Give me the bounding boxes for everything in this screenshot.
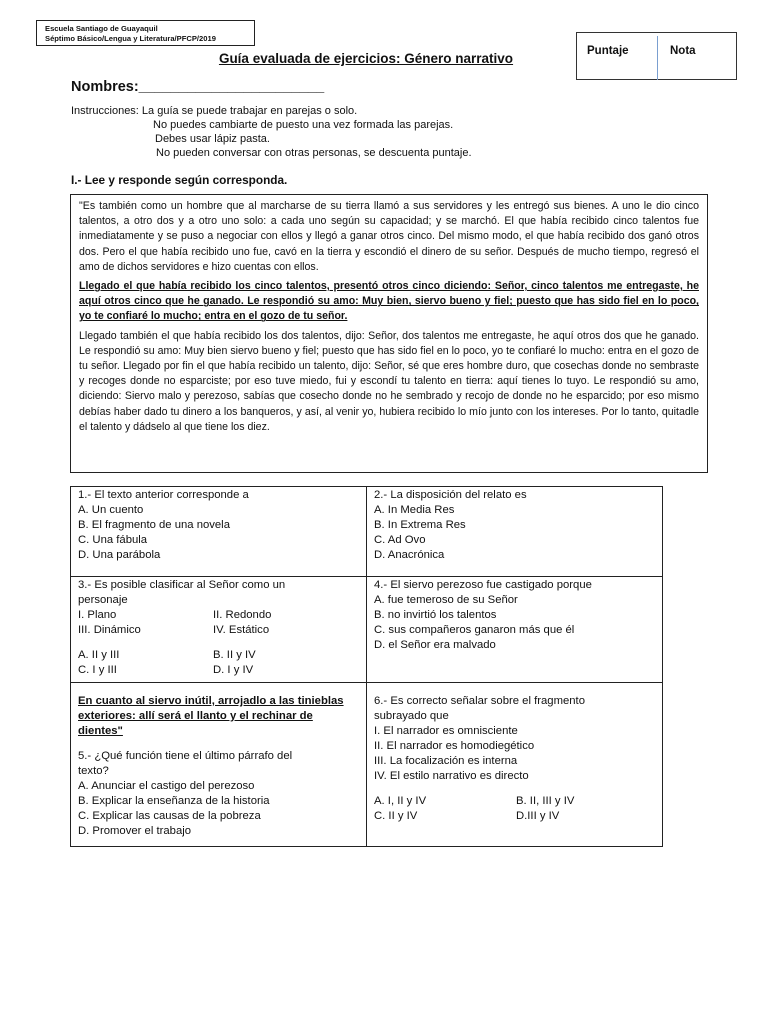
passage-paragraph-underlined: Llegado el que había recibido los cinco talentos, presentó otros cinco diciendo: Señor, cinco talentos me entregaste, he aquí otros cinco que he ganado. Le respondió su amo: Muy bien, siervo bueno y fiel; puesto que has sido fiel en lo poco, yo te confiaré lo mucho; entra en el gozo de tu señor. [79, 280, 699, 323]
question-stem: subrayado que [374, 710, 449, 722]
grade-label: Nota [670, 45, 696, 57]
course-info: Séptimo Básico/Lengua y Literatura/PFCP/2019 [45, 34, 216, 43]
question-6 [367, 683, 663, 847]
statement-row [78, 608, 360, 623]
option-row [78, 663, 360, 678]
option[interactable]: A. I, II y IV [374, 795, 427, 807]
page-title: Guía evaluada de ejercicios: Género narrativo [218, 51, 514, 66]
question-stem: 2.- La disposición del relato es [374, 489, 527, 501]
statement-row [78, 623, 360, 638]
option[interactable]: A. Un cuento [78, 504, 144, 516]
section-title: I.- Lee y responde según corresponda. [71, 173, 288, 187]
question-stem: texto? [78, 765, 109, 777]
spacer [78, 638, 360, 648]
question-2 [367, 487, 663, 577]
instruction-line: No pueden conversar con otras personas, se descuenta puntaje. [156, 147, 472, 159]
question-4 [367, 577, 663, 683]
option[interactable]: A. In Media Res [374, 504, 455, 516]
option[interactable]: C. II y IV [374, 810, 418, 822]
statement: III. La focalización es interna [374, 755, 518, 767]
question-stem: 3.- Es posible clasificar al Señor como un [78, 579, 286, 591]
statement: I. Plano [78, 609, 117, 621]
option[interactable]: C. Explicar las causas de la pobreza [78, 810, 261, 822]
option[interactable]: B. no invirtió los talentos [374, 609, 497, 621]
question-5 [71, 683, 367, 847]
option[interactable]: C. Una fábula [78, 534, 148, 546]
option[interactable]: C. sus compañeros ganaron más que él [374, 624, 575, 636]
option[interactable]: A. Anunciar el castigo del perezoso [78, 780, 255, 792]
option[interactable]: B. Explicar la enseñanza de la historia [78, 795, 270, 807]
option[interactable]: B. El fragmento de una novela [78, 519, 230, 531]
instructions [71, 104, 472, 160]
question-3 [71, 577, 367, 683]
question-stem: 5.- ¿Qué función tiene el último párrafo del [78, 750, 293, 762]
option[interactable]: D. Anacrónica [374, 549, 445, 561]
option[interactable]: D. el Señor era malvado [374, 639, 496, 651]
spacer [374, 784, 656, 794]
question-stem: 4.- El siervo perezoso fue castigado porque [374, 579, 592, 591]
option[interactable]: B. II y IV [213, 649, 256, 661]
question-stem: 6.- Es correcto señalar sobre el fragmento [374, 695, 585, 707]
passage-paragraph: "Es también como un hombre que al marcharse de su tierra llamó a sus servidores y les entregó sus bienes. A uno le dio cinco talentos, a otro dos y a otro uno solo: a cada uno según su capacidad; y se marchó. El que había recibido cinco talentos fue inmediatamente y se puso a negociar con ellos y llegó a ganar otros cinco. Del mismo modo, el que había recibido dos ganó otros dos. Pero el que había recibido uno fue, cavó en la tierra y escondió el dinero de su señor. Después de mucho tiempo, regresó el amo de dichos servidores e hizo cuentas con ellos. [79, 200, 699, 273]
option-row [374, 809, 656, 824]
spacer [78, 739, 360, 749]
school-info-box [36, 20, 255, 46]
statement: III. Dinámico [78, 624, 141, 636]
question-stem: personaje [78, 594, 128, 606]
reading-passage [70, 194, 708, 473]
option[interactable]: D.III y IV [516, 810, 560, 822]
option-row [78, 648, 360, 663]
statement: IV. El estilo narrativo es directo [374, 770, 529, 782]
option-row [374, 794, 656, 809]
statement: I. El narrador es omnisciente [374, 725, 518, 737]
option[interactable]: C. I y III [78, 664, 117, 676]
quoted-fragment: En cuanto al siervo inútil, arrojadlo a las tinieblas exteriores: allí será el llanto y el rechinar de dientes" [78, 695, 344, 737]
option[interactable]: B. In Extrema Res [374, 519, 466, 531]
passage-paragraph: Llegado también el que había recibido los dos talentos, dijo: Señor, dos talentos me entregaste, he aquí otros dos que he ganado. Le respondió su amo: Muy bien siervo bueno y fiel; puesto que has sido fiel en lo poco, yo te confiaré lo mucho: entra en el gozo de tu señor. Llegado por fin el que había recibido un talento, dijo: Señor, sé que eres hombre duro, que cosechas donde no sembraste y recoges donde no esparciste; por eso tuve miedo, fui y escondí tu talento en tierra: aquí tienes lo tuyo. Le respondió su amo, diciendo: Siervo malo y perezoso, sabías que cosecho donde no he sembrado y recojo de donde no he esparcido; por eso mismo debías haber dado tu dinero a los banqueros, y así, al venir yo, hubiera recibido lo mío junto con los intereses. Por lo tanto, quitadle el talento y dádselo al que tiene los diez. [79, 329, 699, 433]
statement: II. Redondo [213, 609, 272, 621]
statement: IV. Estático [213, 624, 270, 636]
score-label: Puntaje [587, 45, 629, 57]
spacer [374, 684, 656, 694]
names-field[interactable]: Nombres:_______________________ [71, 79, 325, 95]
question-stem: 1.- El texto anterior corresponde a [78, 489, 249, 501]
instruction-line: No puedes cambiarte de puesto una vez formada las parejas. [153, 119, 454, 131]
questions-table [70, 486, 663, 847]
option[interactable]: A. fue temeroso de su Señor [374, 594, 518, 606]
statement: II. El narrador es homodiegético [374, 740, 535, 752]
option[interactable]: D. Una parábola [78, 549, 161, 561]
option[interactable]: A. II y III [78, 649, 120, 661]
question-1 [71, 487, 367, 577]
option[interactable]: D. I y IV [213, 664, 254, 676]
option[interactable]: B. II, III y IV [516, 795, 575, 807]
instruction-line: Instrucciones: La guía se puede trabajar en parejas o solo. [71, 105, 358, 117]
instruction-line: Debes usar lápiz pasta. [155, 133, 270, 145]
school-name: Escuela Santiago de Guayaquil [45, 24, 158, 33]
option[interactable]: C. Ad Ovo [374, 534, 426, 546]
option[interactable]: D. Promover el trabajo [78, 825, 192, 837]
